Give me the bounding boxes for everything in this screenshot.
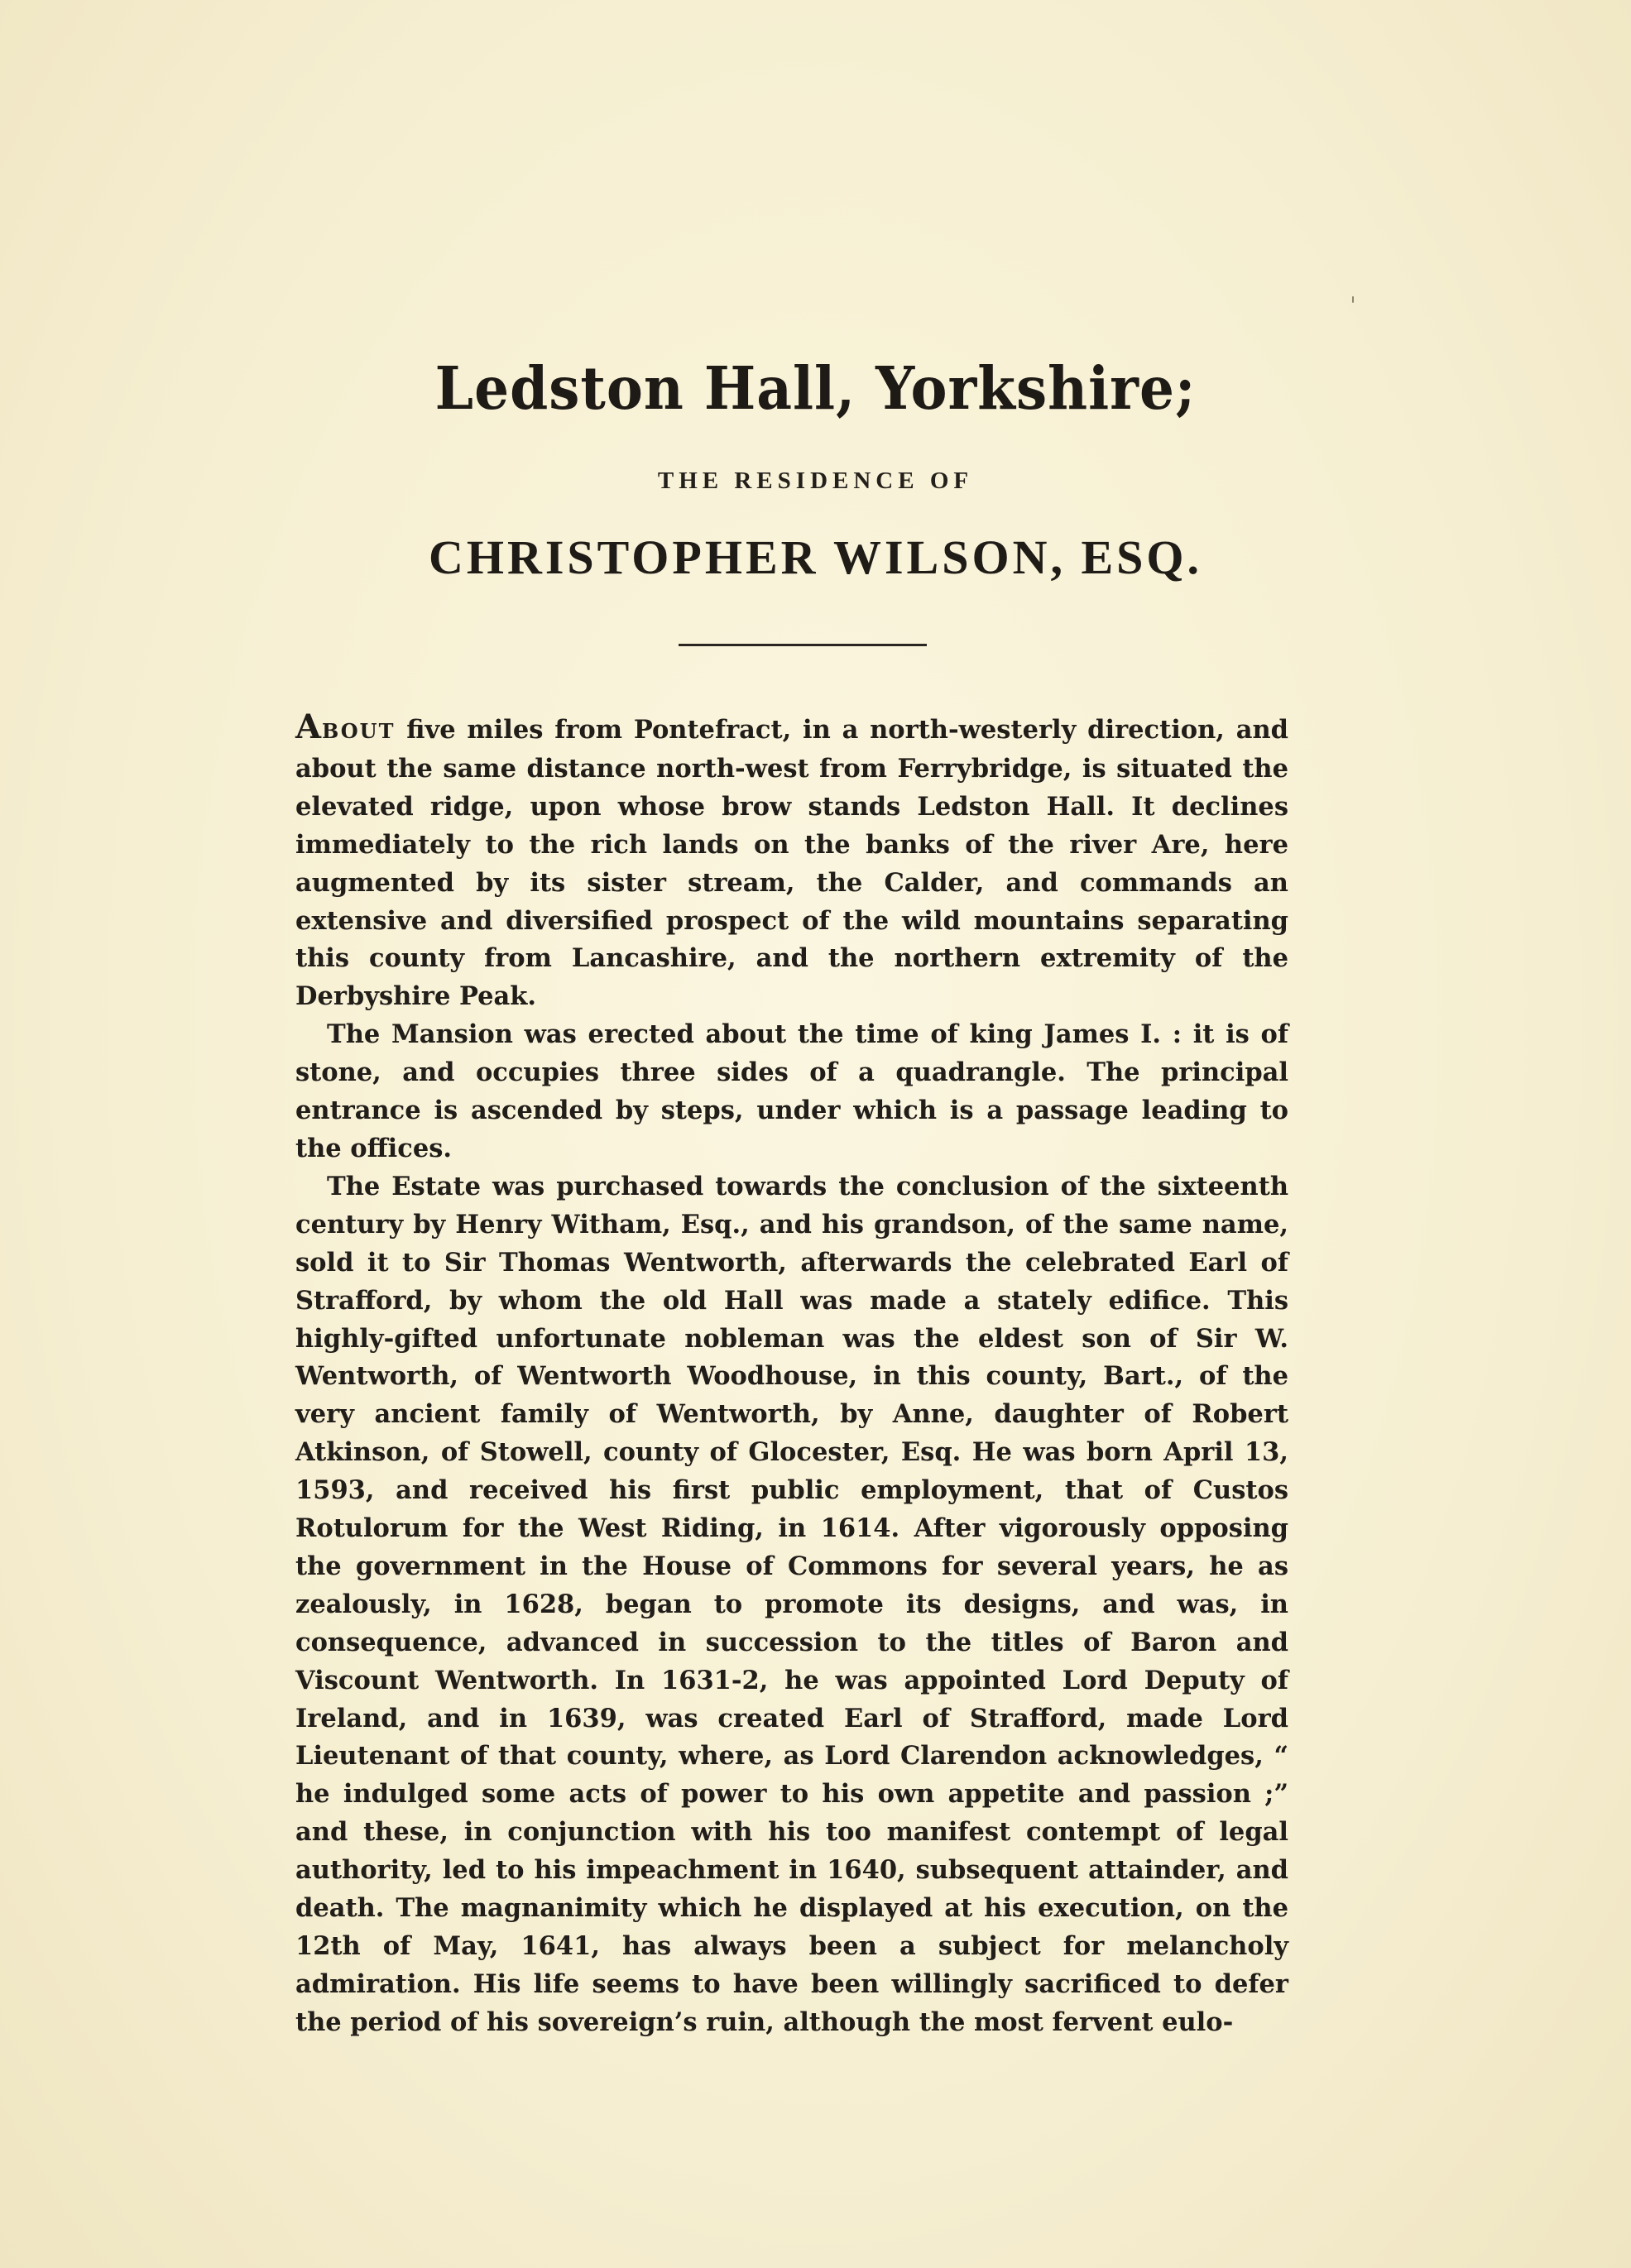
paragraph-3: The Estate was purchased towards the conclusion of the sixteenth century by Henry Witham, Esq., and his grandson, of the same name, sold it to Sir Thomas Wentworth, afterwards the celebrated Earl of Strafford, by whom the old Hall was made a stately edifice. This highly-gifted unfortunate nobleman was the eldest son of Sir W. Wentworth, of Wentworth Woodhouse, in this county, Bart., of the very ancient family of Wentworth, by Anne, daughter of Robert Atkinson, of Stowell, county of Glocester, Esq. He was born April 13, 1593, and received his first public employment, that of Custos Rotulorum for the West Riding, in 1614. After vigorously opposing the government in the House of Commons for several years, he as zealously, in 1628, began to promote its designs, and was, in consequence, advanced in succession to the titles of Baron and Viscount Wentworth. In 1631-2, he was appointed Lord Deputy of Ireland, and in 1639, was created Earl of Strafford, made Lord Lieutenant of that county, where, as Lord Clarendon acknowledges, “ he indulged some acts of power to his own appetite and passion ;” and these, in conjunction with his too manifest contempt of legal authority, led to his impeachment in 1640, subsequent attainder, and death. The magnanimity which he displayed at his execution, on the 12th of May, 1641, has always been a subject for melancholy admiration. His life seems to have been willingly sacrificed to defer the period of his sovereign’s ruin, although the most fervent eulo-: [295, 1171, 1288, 2037]
page-title: Ledston Hall, Yorkshire;: [434, 352, 1197, 424]
body-text: [295, 708, 1288, 2042]
paragraph-1-text: five miles from Pontefract, in a north-westerly direction, and about the same distance north-west from Ferrybridge, is situated the elevated ridge, upon whose brow stands Ledston Hall. It declines immediately to the rich lands on the banks of the river Are, here augmented by its sister stream, the Calder, and commands an extensive and diversified prospect of the wild mountains separating this county from Lancashire, and the northern extremity of the Derbyshire Peak.: [295, 715, 1288, 1012]
paper-speck: [1352, 296, 1354, 303]
owner-name: CHRISTOPHER WILSON, ESQ.: [428, 530, 1203, 584]
divider-rule: [679, 644, 927, 646]
smallcaps-word: BOUT: [322, 719, 396, 743]
paragraph-2: The Mansion was erected about the time of king James I. : it is of stone, and occupies three sides of a quadrangle. The principal entrance is ascended by steps, under which is a passage leading to the offices.: [295, 1019, 1288, 1163]
paragraph-1: [295, 708, 1288, 1016]
subtitle: THE RESIDENCE OF: [657, 468, 974, 494]
drop-initial: A: [295, 707, 323, 746]
